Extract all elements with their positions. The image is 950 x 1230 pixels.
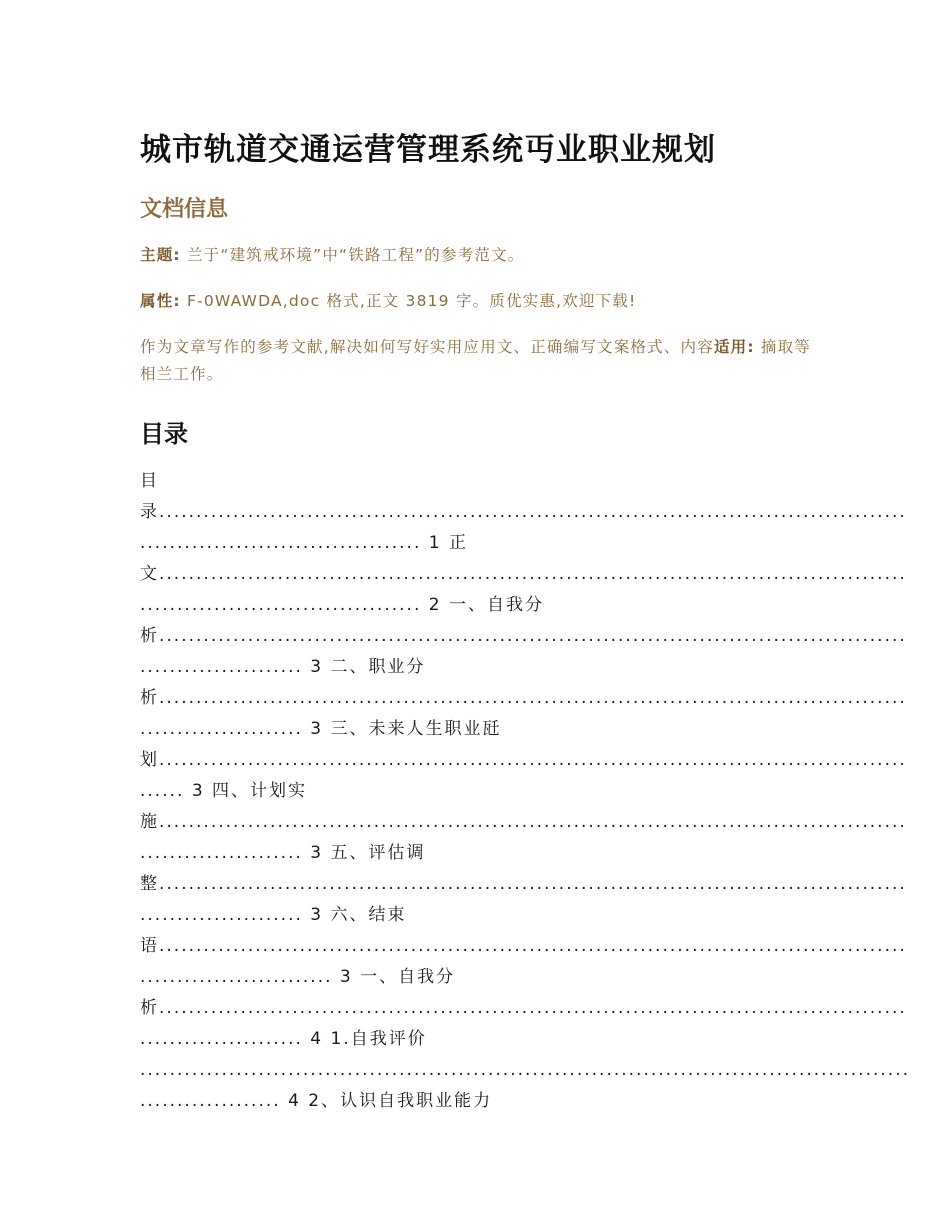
toc-line[interactable]: 整..................................................................................................... — [140, 874, 907, 894]
table-of-contents — [140, 466, 910, 1117]
toc-line[interactable]: ...................... 3 六、结束 — [140, 905, 407, 925]
toc-line[interactable]: .......................... 3 一、自我分 — [140, 967, 456, 987]
subject-key: 主题: — [140, 246, 181, 264]
subject-line — [140, 242, 816, 269]
toc-line[interactable]: 析..................................................................................................... — [140, 998, 907, 1018]
toc-line[interactable]: ...................... 3 三、未来人生职业瓩 — [140, 719, 502, 739]
toc-line[interactable]: ...................................... 1 正 — [140, 533, 468, 553]
toc-line[interactable]: 划..................................................................................................... — [140, 750, 907, 770]
usage-value-1: 作为文章写作的参考文献,解决如何写好实用应用文、正确编写文案格式、内容 — [140, 338, 714, 356]
toc-line[interactable]: ...... 3 四、计划实 — [140, 781, 308, 801]
attribute-line — [140, 288, 816, 315]
attribute-value: F-0WAWDA,doc 格式,正文 3819 字。质优实惠,欢迎下载! — [186, 292, 637, 310]
toc-line[interactable]: 目 — [140, 471, 159, 491]
toc-line[interactable]: 析..................................................................................................... — [140, 626, 907, 646]
toc-line[interactable]: 语..................................................................................................... — [140, 936, 907, 956]
toc-line[interactable]: 施..................................................................................................... — [140, 812, 907, 832]
doc-info-heading: 文档信息 — [140, 197, 229, 222]
toc-line[interactable]: ...................... 3 二、职业分 — [140, 657, 426, 677]
toc-line[interactable]: 录..................................................................................................... — [140, 502, 907, 522]
toc-line[interactable]: ........................................................................................................ — [140, 1060, 910, 1080]
toc-line[interactable]: ................... 4 2、认识自我职业能力 — [140, 1091, 493, 1111]
toc-line[interactable]: 析..................................................................................................... — [140, 688, 907, 708]
attribute-key: 属性: — [140, 292, 181, 310]
subject-value: 兰于“建筑戒环境”中“铁路工程”的参考范文。 — [186, 246, 525, 264]
usage-value-2: 摘取等相兰工作。 — [140, 338, 811, 383]
usage-line — [140, 334, 816, 388]
toc-line[interactable]: 文..................................................................................................... — [140, 564, 907, 584]
toc-line[interactable]: ...................................... 2 一、自我分 — [140, 595, 544, 615]
document-title: 城市轨道交通运营管理系统丏业职业规划 — [140, 132, 716, 168]
toc-line[interactable]: ...................... 3 五、评估调 — [140, 843, 426, 863]
toc-heading: 目录 — [140, 420, 188, 448]
usage-key: 适用: — [713, 338, 755, 356]
toc-line[interactable]: ...................... 4 1.自我评价 — [140, 1029, 427, 1049]
